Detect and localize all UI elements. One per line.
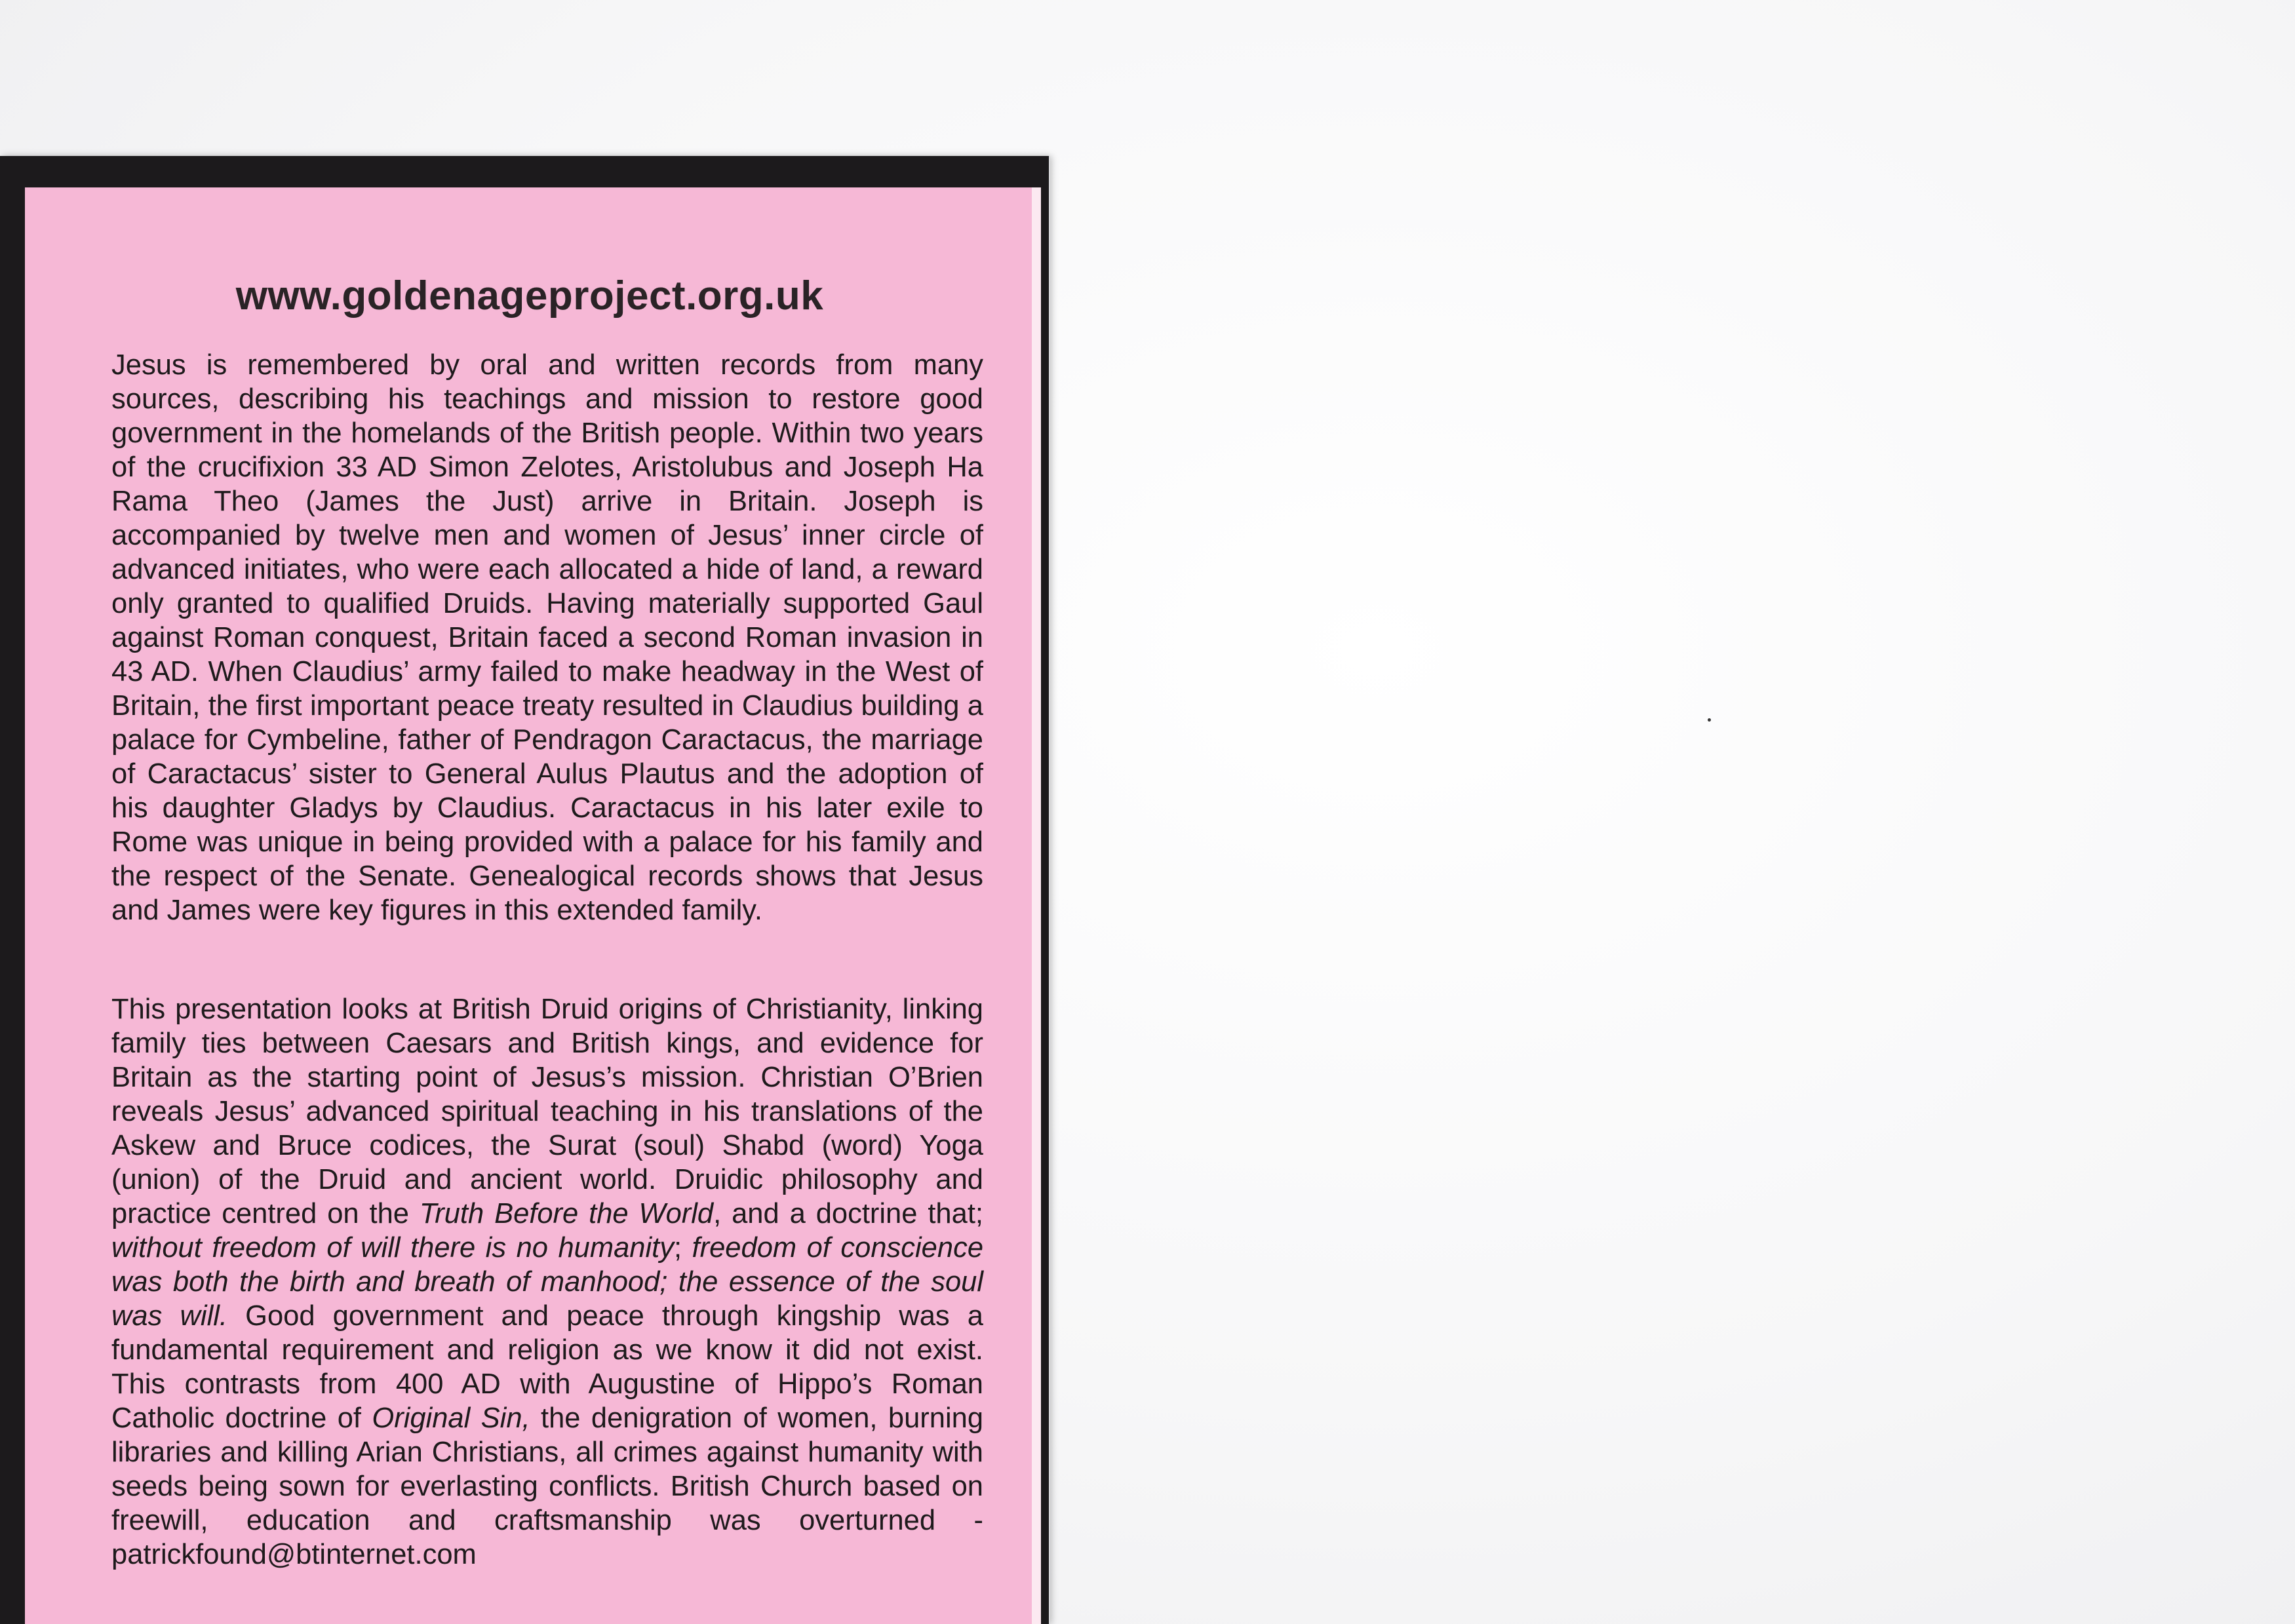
italic-phrase: Original Sin, bbox=[372, 1402, 530, 1434]
italic-phrase: Truth Before the World bbox=[419, 1198, 714, 1229]
scan-speck bbox=[1708, 718, 1711, 722]
paragraph-segment: ; bbox=[673, 1232, 692, 1264]
pink-insert-card bbox=[25, 187, 1041, 1624]
paragraph-segment: the denigration of women, burning libraries and killing Arian Christians, all crimes against humanity with seeds being sown for everlasting conflicts. British Church based on freewill, education and craftsmanship was overturned - patrickfound@btinternet.com bbox=[111, 1402, 984, 1570]
website-url: www.goldenageproject.org.uk bbox=[235, 273, 824, 319]
paragraph-segment: , and a doctrine that; bbox=[713, 1198, 983, 1229]
italic-phrase: freedom of conscience was both the birth and breath of manhood; the essence of the soul was will. bbox=[111, 1232, 984, 1332]
paragraph-history: Jesus is remembered by oral and written records from many sources, describing his teachings and mission to restore good government in the homelands of the British people. Within two years of the crucifixion 33 AD Simon Zelotes, Aristolubus and Joseph Ha Rama Theo (James the Just) arrive in Britain. Joseph is accompanied by twelve men and women of Jesus’ inner circle of advanced initiates, who were each allocated a hide of land, a reward only granted to qualified Druids. Having materially supported Gaul against Roman conquest, Britain faced a second Roman invasion in 43 AD. When Claudius’ army failed to make headway in the West of Britain, the first important peace treaty resulted in Claudius building a palace for Cymbeline, father of Pendragon Caractacus, the marriage of Caractacus’ sister to General Aulus Plautus and the adoption of his daughter Gladys by Claudius. Caractacus in his later exile to Rome was unique in being provided with a palace for his family and the respect of the Senate. Genealogical records shows that Jesus and James were key figures in this extended family. bbox=[111, 349, 983, 926]
paragraph-presentation bbox=[111, 992, 983, 1572]
italic-phrase: without freedom of will there is no humanity bbox=[111, 1232, 674, 1264]
dvd-case bbox=[0, 156, 1049, 1624]
paragraph-segment: This presentation looks at British Druid origins of Christianity, linking family ties between Caesars and British kings, and evidence for Britain as the starting point of Jesus’s mission. Christian O’Brien reveals Jesus’ advanced spiritual teaching in his translations of the Askew and Bruce codices, the Surat (soul) Shabd (word) Yoga (union) of the Druid and ancient world. Druidic philosophy and practice centred on the bbox=[111, 994, 983, 1229]
case-edge-line bbox=[1049, 156, 1050, 1624]
paragraph-segment: Good government and peace through kingship was a fundamental requirement and religion as we know it did not exist. This contrasts from 400 AD with Augustine of Hippo’s Roman Catholic doctrine of bbox=[111, 1300, 983, 1434]
